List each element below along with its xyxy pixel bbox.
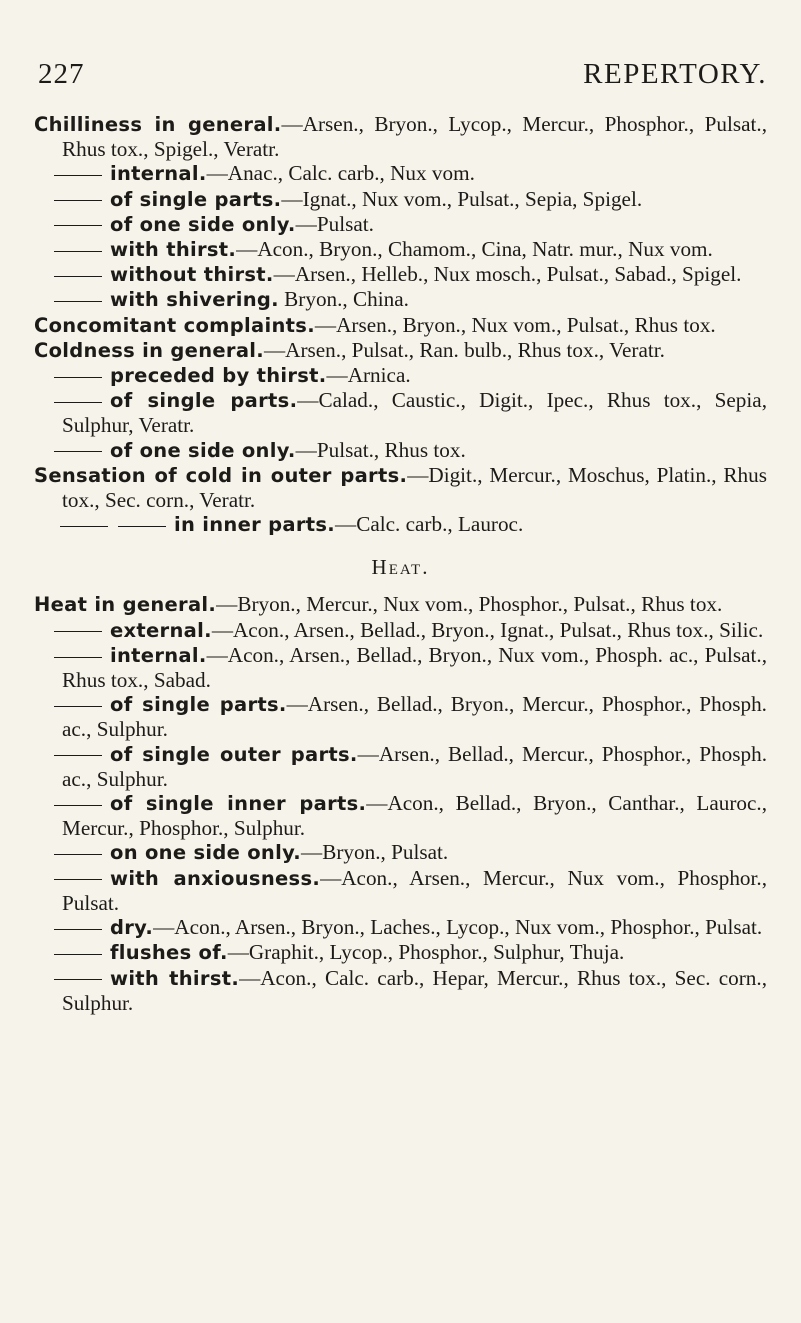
entry-term: of single parts. bbox=[110, 389, 298, 413]
repertory-entry bbox=[0, 388, 801, 437]
entry-remedies: —Acon., Bellad., Bryon., Canthar., Lauroc., Mercur., Phosphor., Sulphur. bbox=[62, 791, 768, 841]
entry-remedies: —Arsen., Bryon., Lycop., Mercur., Phosphor., Pulsat., Rhus tox., Spigel., Veratr. bbox=[62, 112, 767, 162]
entry-term: Coldness in general. bbox=[34, 338, 264, 362]
entry-term: Chilliness in general. bbox=[34, 113, 282, 136]
entry-remedies: —Arnica. bbox=[326, 363, 411, 388]
repertory-entry bbox=[0, 742, 801, 791]
ditto-dash bbox=[54, 301, 102, 302]
ditto-dash bbox=[54, 200, 102, 201]
entry-remedies: —Acon., Bryon., Chamom., Cina, Natr. mur., Nux vom. bbox=[236, 237, 713, 262]
ditto-dash bbox=[54, 276, 102, 277]
repertory-entry bbox=[0, 791, 801, 840]
ditto-dash bbox=[60, 526, 108, 527]
entry-remedies: —Arsen., Bryon., Nux vom., Pulsat., Rhus tox. bbox=[314, 312, 716, 337]
repertory-entry bbox=[0, 618, 801, 643]
entry-remedies: —Calc. carb., Lauroc. bbox=[335, 512, 524, 537]
entry-remedies: —Arsen., Bellad., Bryon., Mercur., Phosphor., Phosph. ac., Sulphur. bbox=[62, 692, 767, 742]
entry-term: of single parts. bbox=[110, 693, 287, 717]
entry-remedies: —Pulsat., Rhus tox. bbox=[295, 437, 466, 462]
repertory-entry bbox=[0, 237, 801, 262]
repertory-entry bbox=[0, 940, 801, 965]
entry-term: internal. bbox=[110, 162, 207, 186]
entry-term: Concomitant complaints. bbox=[34, 313, 315, 337]
entry-term: Heat in general. bbox=[34, 593, 217, 617]
ditto-dash bbox=[118, 526, 166, 527]
entry-term: with anxiousness. bbox=[110, 866, 321, 890]
ditto-dash bbox=[54, 805, 102, 806]
entry-remedies: —Acon., Arsen., Bellad., Bryon., Ignat., Pulsat., Rhus tox., Silic. bbox=[211, 617, 764, 642]
entry-remedies: —Anac., Calc. carb., Nux vom. bbox=[206, 161, 475, 186]
ditto-dash bbox=[54, 377, 102, 378]
entry-term: Sensation of cold in outer parts. bbox=[34, 463, 408, 487]
entry-remedies: —Arsen., Pulsat., Ran. bulb., Rhus tox., Veratr. bbox=[263, 337, 665, 362]
entry-term: of single inner parts. bbox=[110, 792, 367, 816]
repertory-entry bbox=[0, 915, 801, 940]
ditto-dash bbox=[54, 631, 102, 632]
ditto-dash bbox=[54, 854, 102, 855]
entry-remedies: Bryon., China. bbox=[278, 287, 409, 312]
ditto-dash bbox=[54, 175, 102, 176]
entry-remedies: —Acon., Arsen., Bellad., Bryon., Nux vom., Phosph. ac., Pulsat., Rhus tox., Sabad. bbox=[62, 642, 767, 693]
ditto-dash bbox=[54, 929, 102, 930]
repertory-entry bbox=[0, 692, 801, 741]
entry-remedies: —Pulsat. bbox=[295, 211, 374, 236]
entry-remedies: —Arsen., Helleb., Nux mosch., Pulsat., Sabad., Spigel. bbox=[273, 262, 742, 287]
ditto-dash bbox=[54, 451, 102, 452]
entry-term: dry. bbox=[110, 916, 154, 940]
entry-remedies: —Acon., Arsen., Mercur., Nux vom., Phosphor., Pulsat. bbox=[62, 865, 767, 915]
entry-remedies: —Digit., Mercur., Moschus, Platin., Rhus tox., Sec. corn., Veratr. bbox=[62, 462, 767, 513]
entry-remedies: —Acon., Calc. carb., Hepar, Mercur., Rhus tox., Sec. corn., Sulphur. bbox=[62, 965, 767, 1015]
repertory-entry bbox=[0, 187, 801, 212]
ditto-dash bbox=[54, 879, 102, 880]
repertory-text bbox=[0, 112, 801, 1015]
heat-heading: Heat. bbox=[371, 555, 430, 580]
repertory-entry bbox=[0, 966, 801, 1015]
entry-term: with shivering. bbox=[110, 288, 279, 312]
entry-term: internal. bbox=[110, 643, 207, 667]
entry-remedies: —Graphit., Lycop., Phosphor., Sulphur, Thuja. bbox=[227, 940, 625, 965]
repertory-entry bbox=[0, 313, 801, 338]
repertory-entry bbox=[0, 463, 801, 512]
entry-term: on one side only. bbox=[110, 841, 302, 865]
page-number: 227 bbox=[38, 58, 85, 90]
entry-term: of one side only. bbox=[110, 212, 296, 236]
ditto-dash bbox=[54, 954, 102, 955]
ditto-dash bbox=[54, 225, 102, 226]
repertory-entry bbox=[0, 363, 801, 388]
running-head bbox=[0, 58, 801, 98]
repertory-entry bbox=[0, 161, 801, 186]
repertory-entry bbox=[0, 592, 801, 617]
entry-remedies: —Arsen., Bellad., Mercur., Phosphor., Phosph. ac., Sulphur. bbox=[62, 741, 767, 791]
repertory-entry bbox=[0, 262, 801, 287]
entry-term: without thirst. bbox=[110, 263, 274, 287]
repertory-entry bbox=[0, 112, 801, 161]
heat-section bbox=[0, 592, 801, 1014]
repertory-entry bbox=[0, 287, 801, 312]
ditto-dash bbox=[54, 402, 102, 403]
repertory-entry bbox=[0, 512, 801, 537]
repertory-entry bbox=[0, 643, 801, 692]
entry-term: with thirst. bbox=[110, 238, 237, 262]
chill-section bbox=[0, 112, 801, 537]
entry-term: of single parts. bbox=[110, 187, 282, 211]
entry-term: external. bbox=[110, 618, 212, 642]
repertory-entry bbox=[0, 840, 801, 865]
ditto-dash bbox=[54, 251, 102, 252]
repertory-entry bbox=[0, 338, 801, 363]
ditto-dash bbox=[54, 979, 102, 980]
repertory-entry bbox=[0, 212, 801, 237]
entry-term: flushes of. bbox=[110, 941, 228, 965]
entry-remedies: —Bryon., Pulsat. bbox=[301, 840, 449, 865]
entry-term: of single outer parts. bbox=[110, 742, 358, 766]
ditto-dash bbox=[54, 706, 102, 707]
header-title: REPERTORY. bbox=[583, 58, 767, 90]
entry-term: in inner parts. bbox=[174, 513, 336, 537]
entry-term: preceded by thirst. bbox=[110, 364, 327, 388]
repertory-entry bbox=[0, 438, 801, 463]
entry-remedies: —Bryon., Mercur., Nux vom., Phosphor., Pulsat., Rhus tox. bbox=[216, 592, 723, 617]
entry-term: with thirst. bbox=[110, 966, 240, 990]
entry-remedies: —Calad., Caustic., Digit., Ipec., Rhus tox., Sepia, Sulphur, Veratr. bbox=[62, 388, 767, 438]
entry-term: of one side only. bbox=[110, 438, 296, 462]
entry-remedies: —Ignat., Nux vom., Pulsat., Sepia, Spigel. bbox=[281, 186, 643, 211]
entry-remedies: —Acon., Arsen., Bryon., Laches., Lycop., Nux vom., Phosphor., Pulsat. bbox=[153, 915, 763, 940]
ditto-dash bbox=[54, 657, 102, 658]
ditto-dash bbox=[54, 755, 102, 756]
repertory-entry bbox=[0, 866, 801, 915]
